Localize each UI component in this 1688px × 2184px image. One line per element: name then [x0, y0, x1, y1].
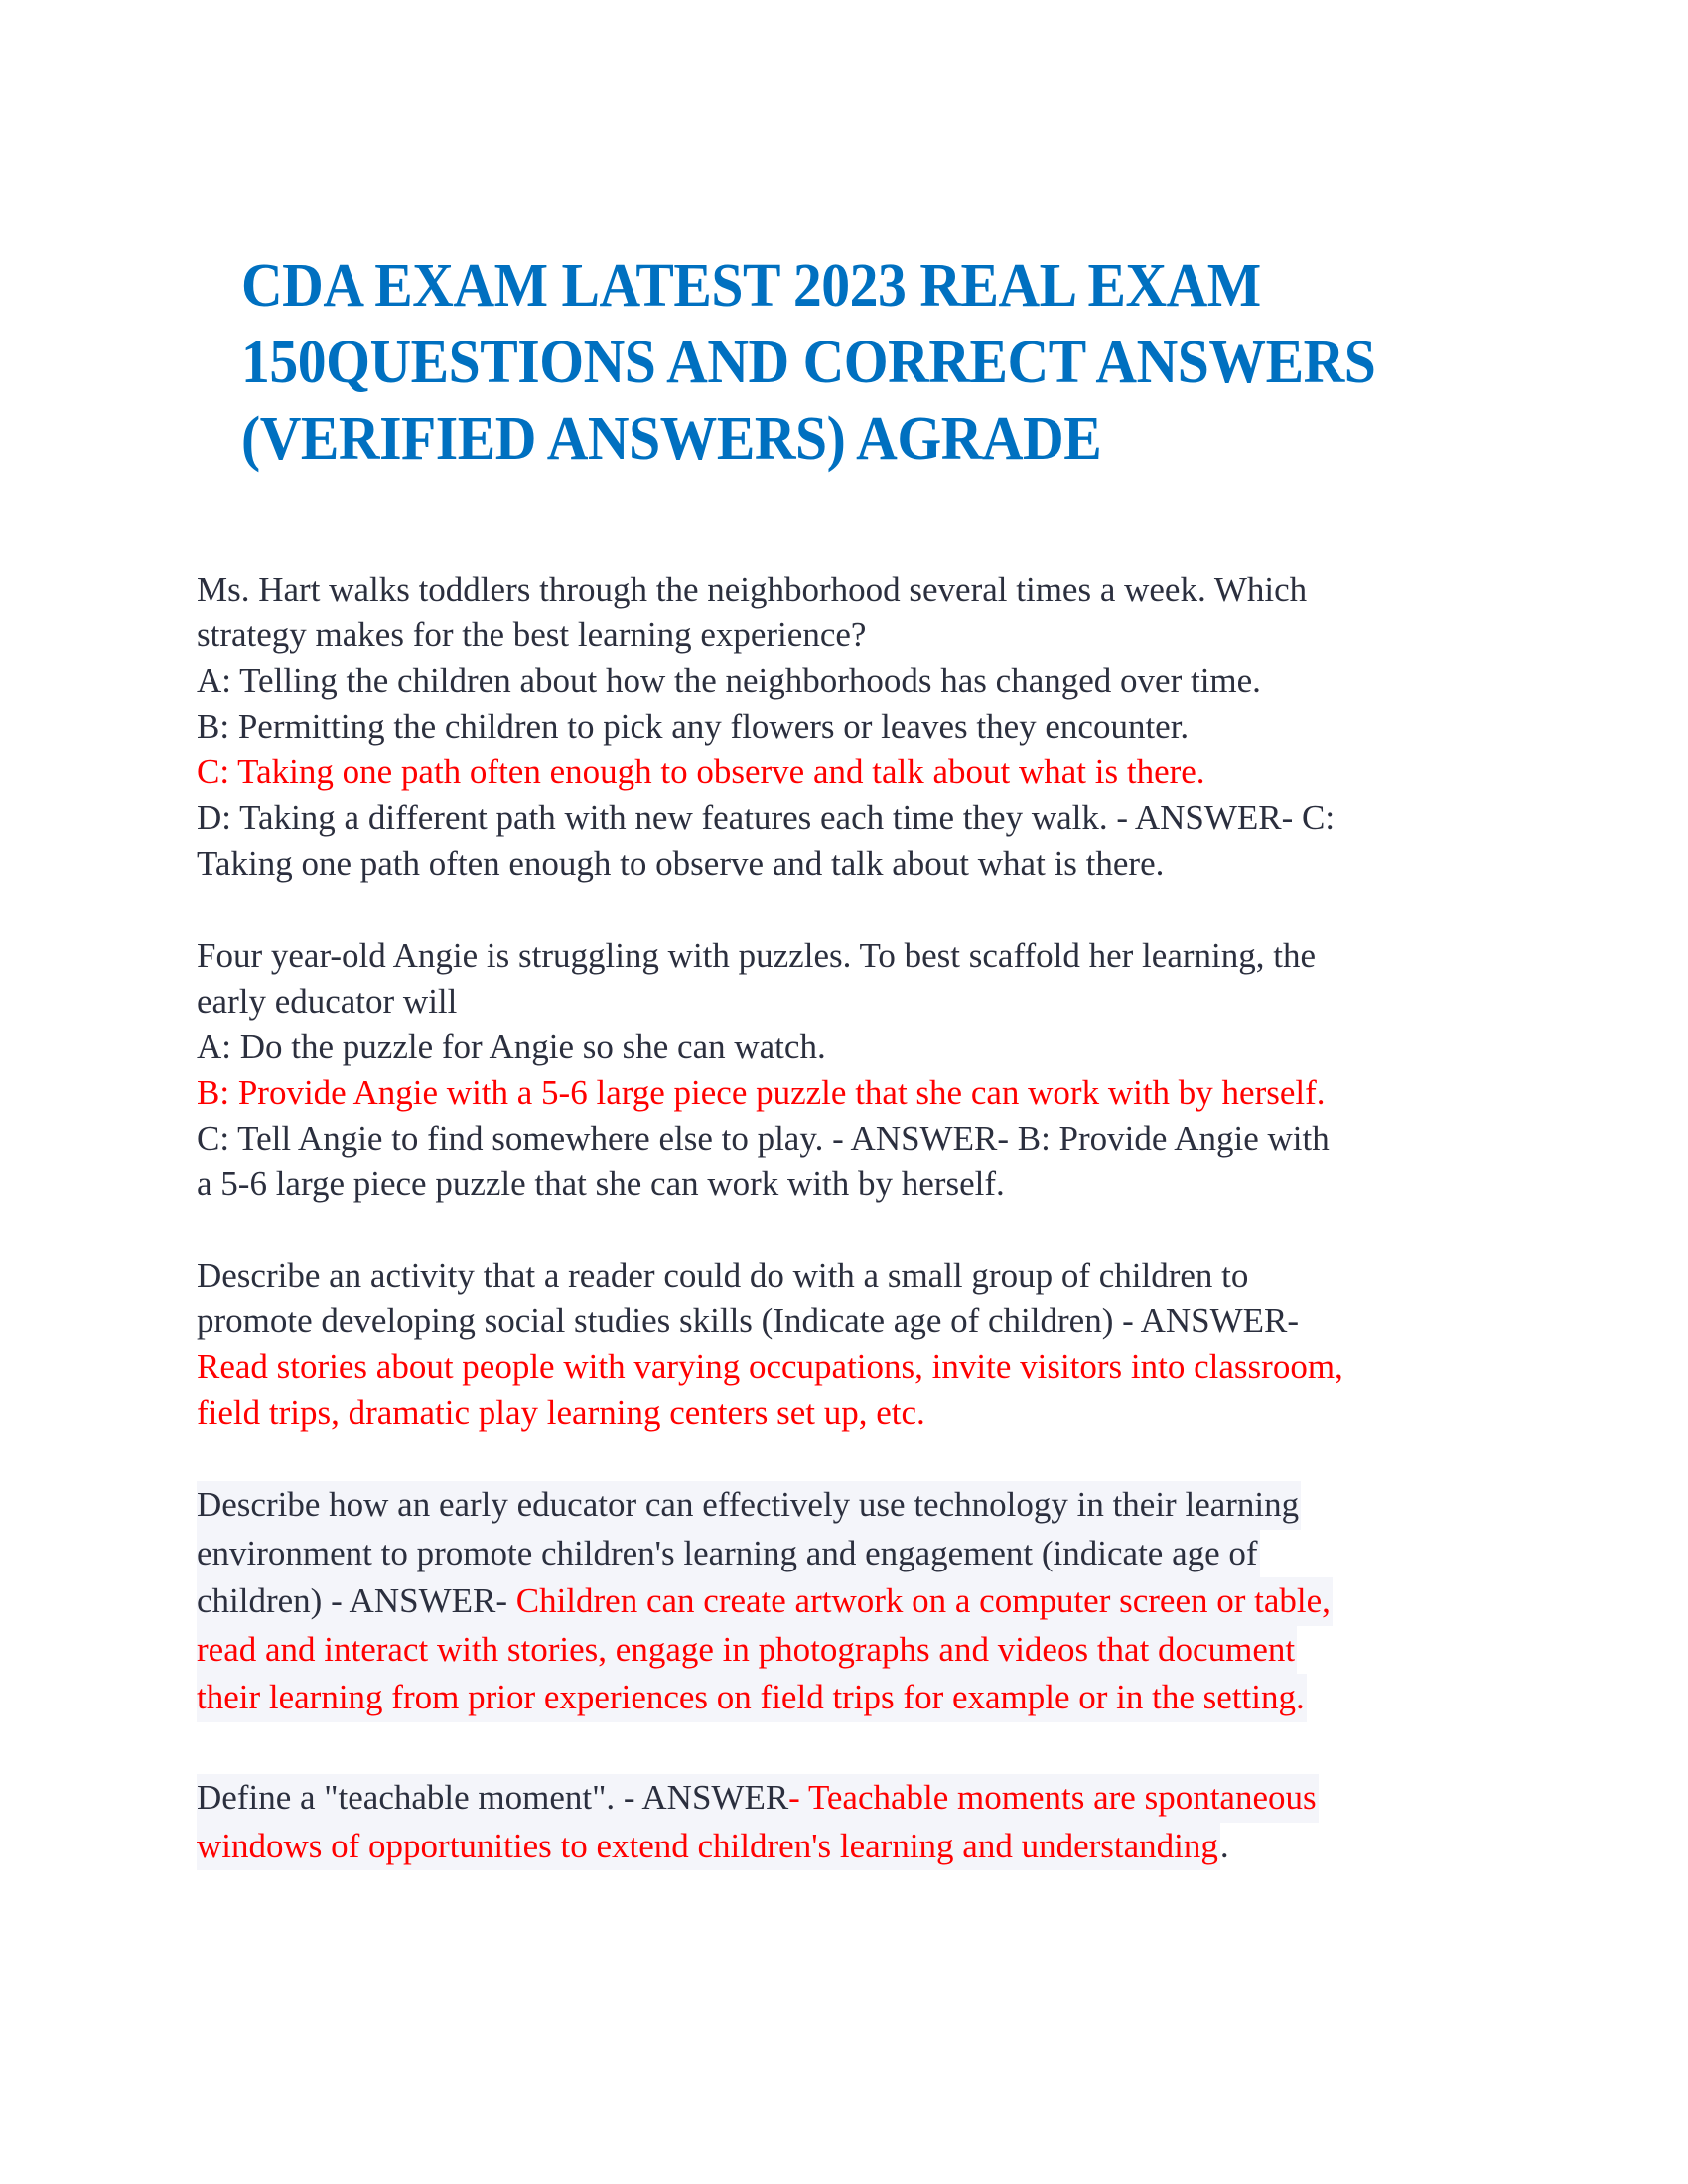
- question-1: [197, 567, 1335, 887]
- question-text: Ms. Hart walks toddlers through the neighborhood several times a week. Which: [197, 570, 1308, 609]
- answer-text: read and interact with stories, engage in photographs and videos that document: [197, 1626, 1297, 1675]
- option-b-correct: B: Provide Angie with a 5-6 large piece puzzle that she can work with by herself.: [197, 1073, 1326, 1112]
- answer-text: Children can create artwork on a computer screen or table,: [515, 1581, 1331, 1621]
- answer-text: a 5-6 large piece puzzle that she can work with by herself.: [197, 1164, 1005, 1203]
- question-text: strategy makes for the best learning experience?: [197, 615, 867, 654]
- answer-text: their learning from prior experiences on field trips for example or in the setting.: [197, 1674, 1307, 1722]
- question-2: [197, 933, 1330, 1207]
- question-text: environment to promote children's learning and engagement (indicate age of: [197, 1530, 1260, 1578]
- answer-text: field trips, dramatic play learning centers set up, etc.: [197, 1393, 925, 1432]
- question-text: Describe an activity that a reader could do with a small group of children to: [197, 1256, 1249, 1295]
- title-line: CDA EXAM LATEST 2023 REAL EXAM: [241, 252, 1261, 320]
- title-line: (VERIFIED ANSWERS) AGRADE: [241, 405, 1102, 473]
- question-text: children) - ANSWER-: [197, 1581, 516, 1621]
- option-a: A: Telling the children about how the neighborhoods has changed over time.: [197, 661, 1261, 700]
- question-text: Define a "teachable moment". - ANSWER: [197, 1778, 789, 1817]
- question-text: early educator will: [197, 982, 458, 1021]
- question-text: Describe how an early educator can effectively use technology in their learning: [197, 1481, 1301, 1530]
- option-b: B: Permitting the children to pick any flowers or leaves they encounter.: [197, 707, 1190, 746]
- option-a: A: Do the puzzle for Angie so she can watch.: [197, 1027, 826, 1066]
- question-5: [197, 1774, 1319, 1870]
- option-c-correct: C: Taking one path often enough to observe and talk about what is there.: [197, 752, 1205, 791]
- answer-text: - Teachable moments are spontaneous: [788, 1778, 1317, 1817]
- answer-text: Taking one path often enough to observe and talk about what is there.: [197, 844, 1165, 883]
- answer-text: windows of opportunities to extend children's learning and understanding: [197, 1823, 1220, 1871]
- question-4: [197, 1481, 1333, 1722]
- option-d: D: Taking a different path with new features each time they walk. - ANSWER- C:: [197, 798, 1336, 837]
- question-text: Four year-old Angie is struggling with puzzles. To best scaffold her learning, the: [197, 936, 1316, 975]
- answer-period: .: [1219, 1826, 1229, 1865]
- option-c: C: Tell Angie to find somewhere else to play. - ANSWER- B: Provide Angie with: [197, 1119, 1330, 1158]
- document-title: [241, 248, 1461, 478]
- title-line: 150QUESTIONS AND CORRECT ANSWERS: [241, 329, 1376, 396]
- question-text: promote developing social studies skills (Indicate age of children) - ANSWER-: [197, 1301, 1300, 1340]
- answer-text: Read stories about people with varying occupations, invite visitors into classroom,: [197, 1347, 1343, 1386]
- question-3: [197, 1253, 1343, 1435]
